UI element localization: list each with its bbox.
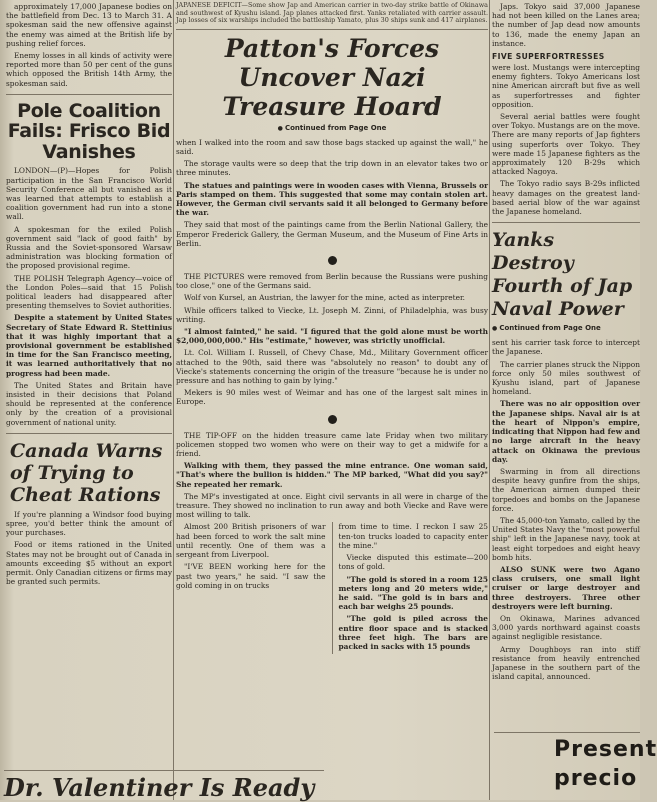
- article-paragraph: The storage vaults were so deep that the trip down in an elevator takes two or three minutes.: [176, 159, 488, 178]
- article-paragraph: "I'VE BEEN working here for the past two years," he said. "I saw the gold coming in on trucks: [176, 562, 326, 590]
- article-paragraph: THE TIP-OFF on the hidden treasure came late Friday when two military policemen stopped two women who were on their way to get a midwife for a friend.: [176, 430, 488, 459]
- article-paragraph: Mekers is 90 miles west of Weimar and has one of the largest salt mines in Europe.: [176, 388, 488, 407]
- article-paragraph: LONDON—(P)—Hopes for Polish participation in the San Francisco World Security Conference all but vanished as it was learned that attempts to establish a coalition government had run into a stone wall.: [6, 166, 172, 222]
- article-paragraph: A spokesman for the exiled Polish government said "lack of good faith" by Russia and the Soviet-sponsored Warsaw administration was blocking formation of the proposed provisional regime.: [6, 224, 172, 271]
- bottom-headline-box: [4, 770, 324, 801]
- article-paragraph: Swarming in from all directions despite heavy gunfire from the ships, the American airmen dumped their torpedoes and bombs on the Japanese force.: [492, 466, 640, 513]
- five-superfortresses-subhead: FIVE SUPERFORTRESSES: [492, 52, 605, 62]
- article-paragraph-bold: There was no air opposition over the Japanese ships. Naval air is at the heart of Nippon's empire, indicating that Nippon had few and no large aircraft in the heavy attack on Okinawa the previous day.: [492, 399, 640, 464]
- section-bullet: [328, 256, 337, 265]
- article-paragraph: Viecke disputed this estimate—200 tons of gold.: [338, 553, 488, 572]
- valentiner-headline: Dr. Valentiner Is Ready: [4, 773, 315, 802]
- present-ad-line: Present: [554, 737, 657, 762]
- article-paragraph: Wolf von Kursel, an Austrian, the lawyer for the mine, acted as interpreter.: [184, 293, 466, 303]
- pole-coalition-headline: Pole Coalition Fails: Frisco Bid Vanishes: [7, 99, 171, 163]
- article-paragraph: Food or items rationed in the United States may not be brought out of Canada in amounts exceeding $5 without an export permit. Only Canadian citizens or firms may be granted such permits.: [6, 540, 172, 587]
- article-paragraph: While officers talked to Viecke, Lt. Joseph M. Zinni, of Philadelphia, was busy writing.: [176, 305, 488, 324]
- divider: [176, 29, 488, 30]
- article-paragraph: THE POLISH Telegraph Agency—voice of the London Poles—said that 15 Polish political leaders had disappeared after presenting themselves to Soviet authorities.: [6, 273, 172, 311]
- article-paragraph: when I walked into the room and saw those bags stacked up against the wall," he said.: [176, 137, 488, 156]
- article-paragraph: The MP's investigated at once. Eight civil servants in all were in charge of the treasure. They showed no inclination to run away and both Viecke and Rave were most willing to talk.: [176, 491, 488, 520]
- article-paragraph: from time to time. I reckon I saw 25 ten-ton trucks loaded to capacity enter the mine.": [338, 522, 488, 550]
- sub-column-right: [339, 522, 489, 654]
- yanks-destroy-headline: Yanks Destroy Fourth of Jap Naval Power: [492, 229, 633, 321]
- column-rule: [489, 0, 490, 800]
- article-paragraph-bold: The statues and paintings were in wooden cases with Vienna, Brussels or Paris stamped on them. This suggested that some may contain stolen art. However, the German civil servants said it all belonged to Germany before the war.: [176, 180, 488, 218]
- column-rule: [173, 0, 174, 800]
- article-paragraph: They said that most of the paintings came from the Berlin National Gallery, the Emperor Frederick Gallery, the German Museum, and the Museum of Fine Arts in Berlin.: [176, 220, 488, 248]
- article-paragraph: On Okinawa, Marines advanced 3,000 yards northward against coasts against negligible resistance.: [492, 613, 640, 642]
- article-paragraph: If you're planning a Windsor food buying spree, you'd better think the amount of your purchases.: [6, 509, 172, 538]
- article-paragraph-bold: ALSO SUNK were two Agano class cruisers, one small light cruiser or large destroyer and three destroyers. Three other destroyers were left burning.: [492, 564, 640, 611]
- article-paragraph: Several aerial battles were fought over Tokyo. Mustangs are on the move. There are many reports of Jap fighters using superforts over Tokyo. They were made 15 Japanese fighters as the approximately 120 B-29s which attacked Nagoya.: [492, 112, 640, 177]
- continued-note: ● Continued from Page One: [492, 324, 640, 332]
- article-paragraph: Enemy losses in all kinds of activity were reported more than 50 per cent of the guns which opposed the British 14th Army, the spokesman said.: [6, 51, 172, 88]
- article-paragraph: THE PICTURES were removed from Berlin because the Russians were pushing too close," one of the Germans said.: [176, 272, 488, 291]
- top-strip-paragraph: JAPANESE DEFICIT—Some show Jap and American carrier in two-day strike battle of Okinawa and southwest of Kyushu island. Jap planes attacked first. Yanks retaliated with carrier assault. Jap losses of six warships included the battleship Yamato, plus 30 ships sunk and 417 airplanes.: [176, 1, 488, 25]
- article-paragraph: Lt. Col. William I. Russell, of Chevy Chase, Md., Military Government officer attached to the 90th, said there was "absolutely no reason" to doubt any of Viecke's statements concerning the origin of the treasure "because he is under no pressure and has nothing to gain by lying.": [176, 348, 488, 386]
- present-ad-line: precio: [554, 766, 638, 791]
- article-paragraph: The Tokyo radio says B-29s inflicted heavy damages on the greatest land-based aerial blow of the war against the Japanese homeland.: [492, 179, 640, 217]
- article-paragraph: sent his carrier task force to intercept the Japanese.: [492, 338, 640, 357]
- divider: [6, 94, 172, 95]
- article-paragraph-bold: Walking with them, they passed the mine entrance. One woman said, "That's where the bullion is hidden." The MP barked, "What did you say?" She repeated her remark.: [176, 461, 488, 489]
- article-paragraph: were lost. Mustangs were intercepting enemy fighters. Tokyo Americans lost nine American aircraft but five as well as superfortresses and fighter opposition.: [492, 63, 640, 109]
- article-paragraph: approximately 17,000 Japanese bodies on the battlefield from Dec. 13 to March 31. A spokesman said the new offensive against the enemy was aimed at the British life by pushing relief forces.: [6, 2, 172, 48]
- article-paragraph: The 45,000-ton Yamato, called by the United States Navy the "most powerful ship" left in the Japanese navy, took at least eight torpedoes and eight heavy bomb hits.: [492, 515, 640, 562]
- divider: [492, 222, 640, 223]
- center-column: [176, 0, 488, 768]
- article-paragraph: Army Doughboys ran into stiff resistance from heavily entrenched Japanese in the southern part of the island capital, announced.: [492, 644, 640, 682]
- section-bullet: [328, 415, 337, 424]
- sub-column-left: [176, 522, 326, 654]
- article-paragraph-bold: "The gold is stored in a room 125 meters long and 20 meters wide," he said. "The gold is in bars and each bar weighs 25 pounds.: [338, 574, 488, 612]
- right-column: [492, 0, 640, 730]
- article-paragraph: The United States and Britain have insisted in their decisions that Poland should be represented at the conference only by the creation of a provisional government of national unity.: [6, 380, 172, 427]
- article-paragraph: Almost 200 British prisoners of war had been forced to work the salt mine until recently. One of them was a sergeant from Liverpool.: [176, 522, 326, 560]
- canada-warns-headline: Canada Warns of Trying to Cheat Rations: [10, 439, 163, 506]
- left-column: [6, 0, 172, 800]
- patton-treasure-headline: Patton's Forces Uncover Nazi Treasure Hoard: [222, 33, 442, 121]
- article-paragraph: Japs. Tokyo said 37,000 Japanese had not been killed on the Lanes area; the number of Jap dead now amounts to 136, made the enemy Japan an instance.: [492, 2, 640, 48]
- article-paragraph: The carrier planes struck the Nippon force only 50 miles southwest of Kyushu island, part of Japanese homeland.: [492, 359, 640, 397]
- column-rule: [332, 522, 333, 654]
- article-paragraph-bold: "The gold is piled across the entire floor space and is stacked three feet high. The bars are packed in sacks with 15 pounds: [338, 614, 488, 651]
- divider: [6, 433, 172, 434]
- two-column-continuation: [176, 522, 488, 654]
- article-paragraph-bold: "I almost fainted," he said. "I figured that the gold alone must be worth $2,000,000,000." His "estimate," however, was strictly unofficial.: [176, 327, 488, 346]
- present-ad: [494, 732, 657, 791]
- article-paragraph-bold: Despite a statement by United States Secretary of State Edward R. Stettinius that it was highly important that a provisional government be established in time for the San Francisco meeting, it was learned authoritatively that no progress had been made.: [6, 313, 172, 378]
- continued-note: ● Continued from Page One: [176, 124, 488, 132]
